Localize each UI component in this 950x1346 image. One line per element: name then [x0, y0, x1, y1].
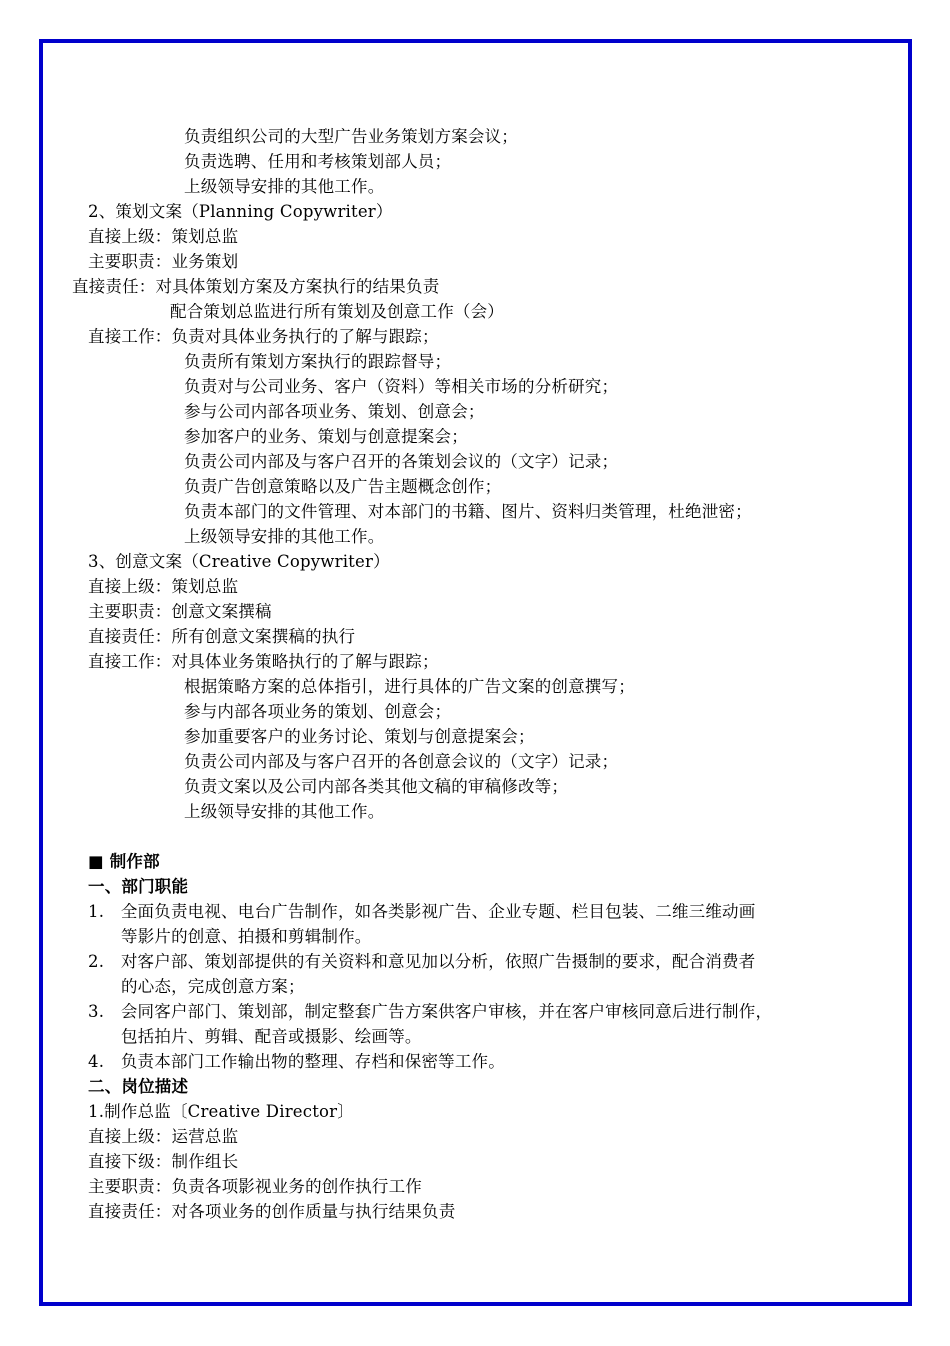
- text-line: 根据策略方案的总体指引，进行具体的广告文案的创意撰写；: [184, 677, 635, 696]
- list-item-continuation: 等影片的创意、拍摄和剪辑制作。: [121, 927, 372, 946]
- text-line: 直接工作：负责对具体业务执行的了解与跟踪；: [88, 327, 439, 346]
- section-heading: 二、岗位描述: [88, 1077, 189, 1096]
- text-line: 参与公司内部各项业务、策划、创意会；: [184, 402, 485, 421]
- department-heading: ■ 制作部: [88, 852, 160, 871]
- text-line: 参加重要客户的业务讨论、策划与创意提案会；: [184, 727, 535, 746]
- text-line: 参与内部各项业务的策划、创意会；: [184, 702, 452, 721]
- text-line: 负责本部门的文件管理、对本部门的书籍、图片、资料归类管理，杜绝泄密；: [184, 502, 752, 521]
- text-line: 上级领导安排的其他工作。: [184, 177, 385, 196]
- list-item: 3. 会同客户部门、策划部，制定整套广告方案供客户审核，并在客户审核同意后进行制作，: [88, 1002, 773, 1021]
- text-line: 负责广告创意策略以及广告主题概念创作；: [184, 477, 502, 496]
- text-line: 负责公司内部及与客户召开的各策划会议的（文字）记录；: [184, 452, 619, 471]
- text-line: 负责组织公司的大型广告业务策划方案会议；: [184, 127, 518, 146]
- text-line: 主要职责：创意文案撰稿: [88, 602, 272, 621]
- text-line: 主要职责：负责各项影视业务的创作执行工作: [88, 1177, 422, 1196]
- section-heading: 3、创意文案（Creative Copywriter）: [88, 552, 390, 571]
- list-item: 4. 负责本部门工作输出物的整理、存档和保密等工作。: [88, 1052, 505, 1071]
- text-line: 直接上级：运营总监: [88, 1127, 239, 1146]
- text-line: 直接责任：对各项业务的创作质量与执行结果负责: [88, 1202, 456, 1221]
- list-item-continuation: 的心态，完成创意方案；: [121, 977, 305, 996]
- text-line: 主要职责：业务策划: [88, 252, 239, 271]
- section-heading: 2、策划文案（Planning Copywriter）: [88, 202, 393, 221]
- text-line: 直接责任：所有创意文案撰稿的执行: [88, 627, 356, 646]
- text-line: 负责文案以及公司内部各类其他文稿的审稿修改等；: [184, 777, 569, 796]
- text-line: 直接上级：策划总监: [88, 577, 239, 596]
- text-line: 直接工作：对具体业务策略执行的了解与跟踪；: [88, 652, 439, 671]
- text-line: 参加客户的业务、策划与创意提案会；: [184, 427, 468, 446]
- text-line: 上级领导安排的其他工作。: [184, 802, 385, 821]
- text-line: 直接上级：策划总监: [88, 227, 239, 246]
- text-line: 直接下级：制作组长: [88, 1152, 239, 1171]
- list-item: 1. 全面负责电视、电台广告制作，如各类影视广告、企业专题、栏目包装、二维三维动画: [88, 902, 756, 921]
- section-heading: 一、部门职能: [88, 877, 189, 896]
- text-line: 负责所有策划方案执行的跟踪督导；: [184, 352, 452, 371]
- text-line: 配合策划总监进行所有策划及创意工作（会）: [170, 302, 504, 321]
- text-line: 负责对与公司业务、客户（资料）等相关市场的分析研究；: [184, 377, 619, 396]
- position-title: 1.制作总监〔Creative Director〕: [88, 1102, 354, 1121]
- list-item-continuation: 包括拍片、剪辑、配音或摄影、绘画等。: [121, 1027, 422, 1046]
- text-line: 上级领导安排的其他工作。: [184, 527, 385, 546]
- text-line: 直接责任：对具体策划方案及方案执行的结果负责: [72, 277, 440, 296]
- text-line: 负责选聘、任用和考核策划部人员；: [184, 152, 452, 171]
- list-item: 2. 对客户部、策划部提供的有关资料和意见加以分析，依照广告摄制的要求，配合消费者: [88, 952, 756, 971]
- text-line: 负责公司内部及与客户召开的各创意会议的（文字）记录；: [184, 752, 619, 771]
